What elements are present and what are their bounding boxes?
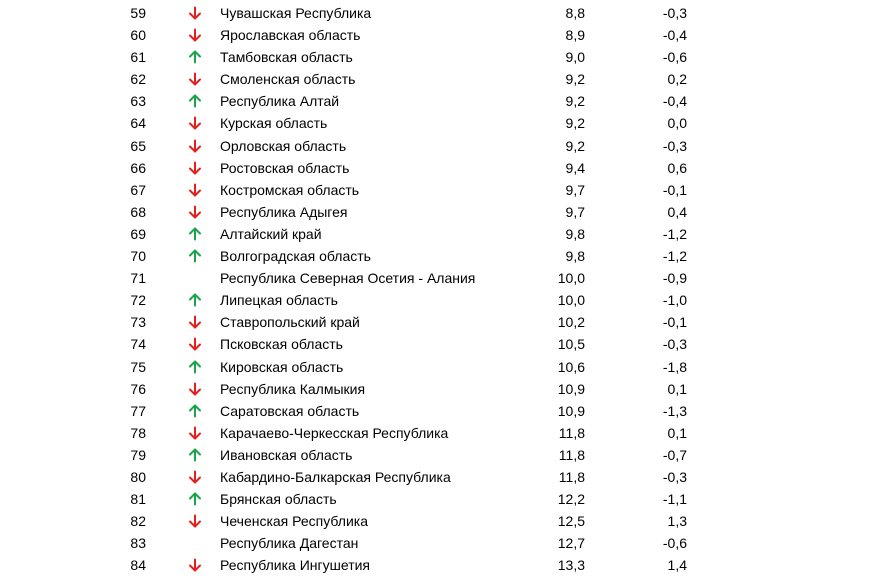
value-cell: 9,0 <box>565 49 585 66</box>
change-cell: -0,9 <box>662 270 687 287</box>
arrow-down-icon <box>188 333 206 355</box>
rank-cell: 75 <box>130 358 146 375</box>
rank-cell: 84 <box>130 557 146 574</box>
arrow-down-icon <box>188 201 206 223</box>
region-cell: Республика Алтай <box>220 93 340 110</box>
rank-cell: 72 <box>130 292 146 309</box>
value-cell: 8,8 <box>565 5 585 21</box>
arrow-up-icon <box>188 356 206 378</box>
change-cell: 0,1 <box>667 424 687 441</box>
rank-cell: 81 <box>130 491 146 508</box>
value-cell: 9,2 <box>565 115 585 132</box>
arrow-down-icon <box>188 510 206 532</box>
region-cell: Чеченская Республика <box>220 513 368 530</box>
region-cell: Карачаево-Черкесская Республика <box>220 424 449 441</box>
region-cell: Республика Калмыкия <box>220 380 366 397</box>
table-row <box>0 68 871 90</box>
rank-cell: 76 <box>130 380 146 397</box>
region-cell: Республика Северная Осетия - Алания <box>220 270 476 287</box>
arrow-down-icon <box>188 466 206 488</box>
region-cell: Костромская область <box>220 181 360 198</box>
region-cell: Смоленская область <box>220 71 356 88</box>
change-cell: 0,1 <box>667 380 687 397</box>
rank-cell: 60 <box>130 27 146 44</box>
value-cell: 11,8 <box>558 468 585 485</box>
rank-cell: 64 <box>130 115 146 132</box>
region-cell: Орловская область <box>220 137 347 154</box>
rank-cell: 70 <box>130 248 146 265</box>
arrow-up-icon <box>188 488 206 510</box>
rank-cell: 79 <box>130 446 146 463</box>
table-row <box>0 422 871 444</box>
table-row <box>0 466 871 488</box>
value-cell: 10,2 <box>557 314 585 331</box>
change-cell: -0,4 <box>662 93 687 110</box>
rank-cell: 68 <box>130 203 146 220</box>
value-cell: 12,7 <box>557 535 585 552</box>
table-row <box>0 400 871 422</box>
rank-cell: 77 <box>130 402 146 419</box>
arrow-down-icon <box>188 157 206 179</box>
table-row <box>0 289 871 311</box>
table-row <box>0 46 871 68</box>
value-cell: 11,8 <box>558 446 585 463</box>
region-cell: Кабардино-Балкарская Республика <box>220 468 451 485</box>
value-cell: 10,9 <box>557 402 585 419</box>
region-cell: Республика Адыгея <box>220 203 348 220</box>
arrow-down-icon <box>188 68 206 90</box>
rank-cell: 67 <box>130 181 146 198</box>
change-cell: -0,4 <box>662 27 687 44</box>
rank-cell: 59 <box>130 5 146 21</box>
arrow-up-icon <box>188 223 206 245</box>
arrow-up-icon <box>188 400 206 422</box>
rank-cell: 83 <box>130 535 146 552</box>
arrow-down-icon <box>188 179 206 201</box>
table-row <box>0 444 871 466</box>
region-cell: Саратовская область <box>220 402 360 419</box>
arrow-down-icon <box>188 135 206 157</box>
table-row <box>0 488 871 510</box>
rank-cell: 73 <box>130 314 146 331</box>
region-cell: Ростовская область <box>220 159 350 176</box>
region-cell: Чувашская Республика <box>220 5 372 21</box>
change-cell: -0,3 <box>662 468 687 485</box>
change-cell: 0,2 <box>667 71 687 88</box>
change-cell: 0,6 <box>667 159 687 176</box>
change-cell: 0,4 <box>667 203 687 220</box>
table-row <box>0 311 871 333</box>
table-row <box>0 24 871 46</box>
arrow-up-icon <box>188 90 206 112</box>
arrow-up-icon <box>188 444 206 466</box>
table-row <box>0 201 871 223</box>
rank-cell: 61 <box>130 49 146 66</box>
value-cell: 10,9 <box>557 380 585 397</box>
region-cell: Республика Ингушетия <box>220 557 371 574</box>
arrow-down-icon <box>188 554 206 576</box>
table-row <box>0 532 871 554</box>
change-cell: -1,2 <box>662 225 687 242</box>
value-cell: 9,2 <box>565 71 585 88</box>
change-cell: -0,3 <box>662 336 687 353</box>
arrow-up-icon <box>188 289 206 311</box>
change-cell: 0,0 <box>667 115 687 132</box>
table-row <box>0 179 871 201</box>
rank-cell: 65 <box>130 137 146 154</box>
region-cell: Курская область <box>220 115 328 132</box>
change-cell: -0,6 <box>662 535 687 552</box>
value-cell: 10,5 <box>557 336 585 353</box>
arrow-down-icon <box>188 2 206 24</box>
rank-cell: 69 <box>130 225 146 242</box>
region-cell: Кировская область <box>220 358 344 375</box>
no-trend-icon <box>188 532 206 554</box>
change-cell: -0,1 <box>662 181 687 198</box>
table-row <box>0 554 871 576</box>
rank-cell: 78 <box>130 424 146 441</box>
table-row <box>0 2 871 24</box>
value-cell: 9,4 <box>565 159 585 176</box>
table-row <box>0 267 871 289</box>
table-row <box>0 510 871 532</box>
value-cell: 8,9 <box>565 27 585 44</box>
table-row <box>0 378 871 400</box>
value-cell: 9,7 <box>565 181 585 198</box>
value-cell: 12,5 <box>557 513 585 530</box>
change-cell: -1,2 <box>662 248 687 265</box>
arrow-down-icon <box>188 24 206 46</box>
region-cell: Тамбовская область <box>220 49 353 66</box>
table-row <box>0 135 871 157</box>
arrow-down-icon <box>188 422 206 444</box>
value-cell: 10,0 <box>557 292 585 309</box>
change-cell: -1,1 <box>662 491 687 508</box>
value-cell: 9,7 <box>565 203 585 220</box>
change-cell: -1,8 <box>662 358 687 375</box>
table-row <box>0 333 871 355</box>
table-row <box>0 90 871 112</box>
change-cell: 1,3 <box>667 513 687 530</box>
value-cell: 10,0 <box>557 270 585 287</box>
region-cell: Ярославская область <box>220 27 361 44</box>
change-cell: -0,3 <box>662 137 687 154</box>
change-cell: -1,0 <box>662 292 687 309</box>
table-row <box>0 356 871 378</box>
region-cell: Алтайский край <box>220 225 322 242</box>
region-cell: Республика Дагестан <box>220 535 359 552</box>
region-cell: Ставропольский край <box>220 314 360 331</box>
rank-cell: 62 <box>130 71 146 88</box>
change-cell: -0,1 <box>662 314 687 331</box>
no-trend-icon <box>188 267 206 289</box>
ranking-table <box>0 2 871 576</box>
value-cell: 12,2 <box>557 491 585 508</box>
arrow-up-icon <box>188 46 206 68</box>
table-row <box>0 245 871 267</box>
table-row <box>0 157 871 179</box>
arrow-down-icon <box>188 311 206 333</box>
rank-cell: 71 <box>130 270 146 287</box>
value-cell: 9,8 <box>565 225 585 242</box>
value-cell: 11,8 <box>558 424 585 441</box>
rank-cell: 63 <box>130 93 146 110</box>
rank-cell: 82 <box>130 513 146 530</box>
change-cell: 1,4 <box>667 557 687 574</box>
arrow-up-icon <box>188 245 206 267</box>
region-cell: Волгоградская область <box>220 248 371 265</box>
region-cell: Брянская область <box>220 491 337 508</box>
value-cell: 9,8 <box>565 248 585 265</box>
value-cell: 9,2 <box>565 137 585 154</box>
rank-cell: 66 <box>130 159 146 176</box>
change-cell: -0,6 <box>662 49 687 66</box>
region-cell: Псковская область <box>220 336 343 353</box>
rank-cell: 74 <box>130 336 146 353</box>
arrow-down-icon <box>188 378 206 400</box>
value-cell: 10,6 <box>557 358 585 375</box>
region-cell: Ивановская область <box>220 446 353 463</box>
value-cell: 13,3 <box>557 557 585 574</box>
table-row <box>0 223 871 245</box>
value-cell: 9,2 <box>565 93 585 110</box>
change-cell: -1,3 <box>662 402 687 419</box>
rank-cell: 80 <box>130 468 146 485</box>
change-cell: -0,7 <box>662 446 687 463</box>
change-cell: -0,3 <box>662 5 687 21</box>
region-cell: Липецкая область <box>220 292 338 309</box>
arrow-down-icon <box>188 112 206 134</box>
table-row <box>0 112 871 134</box>
